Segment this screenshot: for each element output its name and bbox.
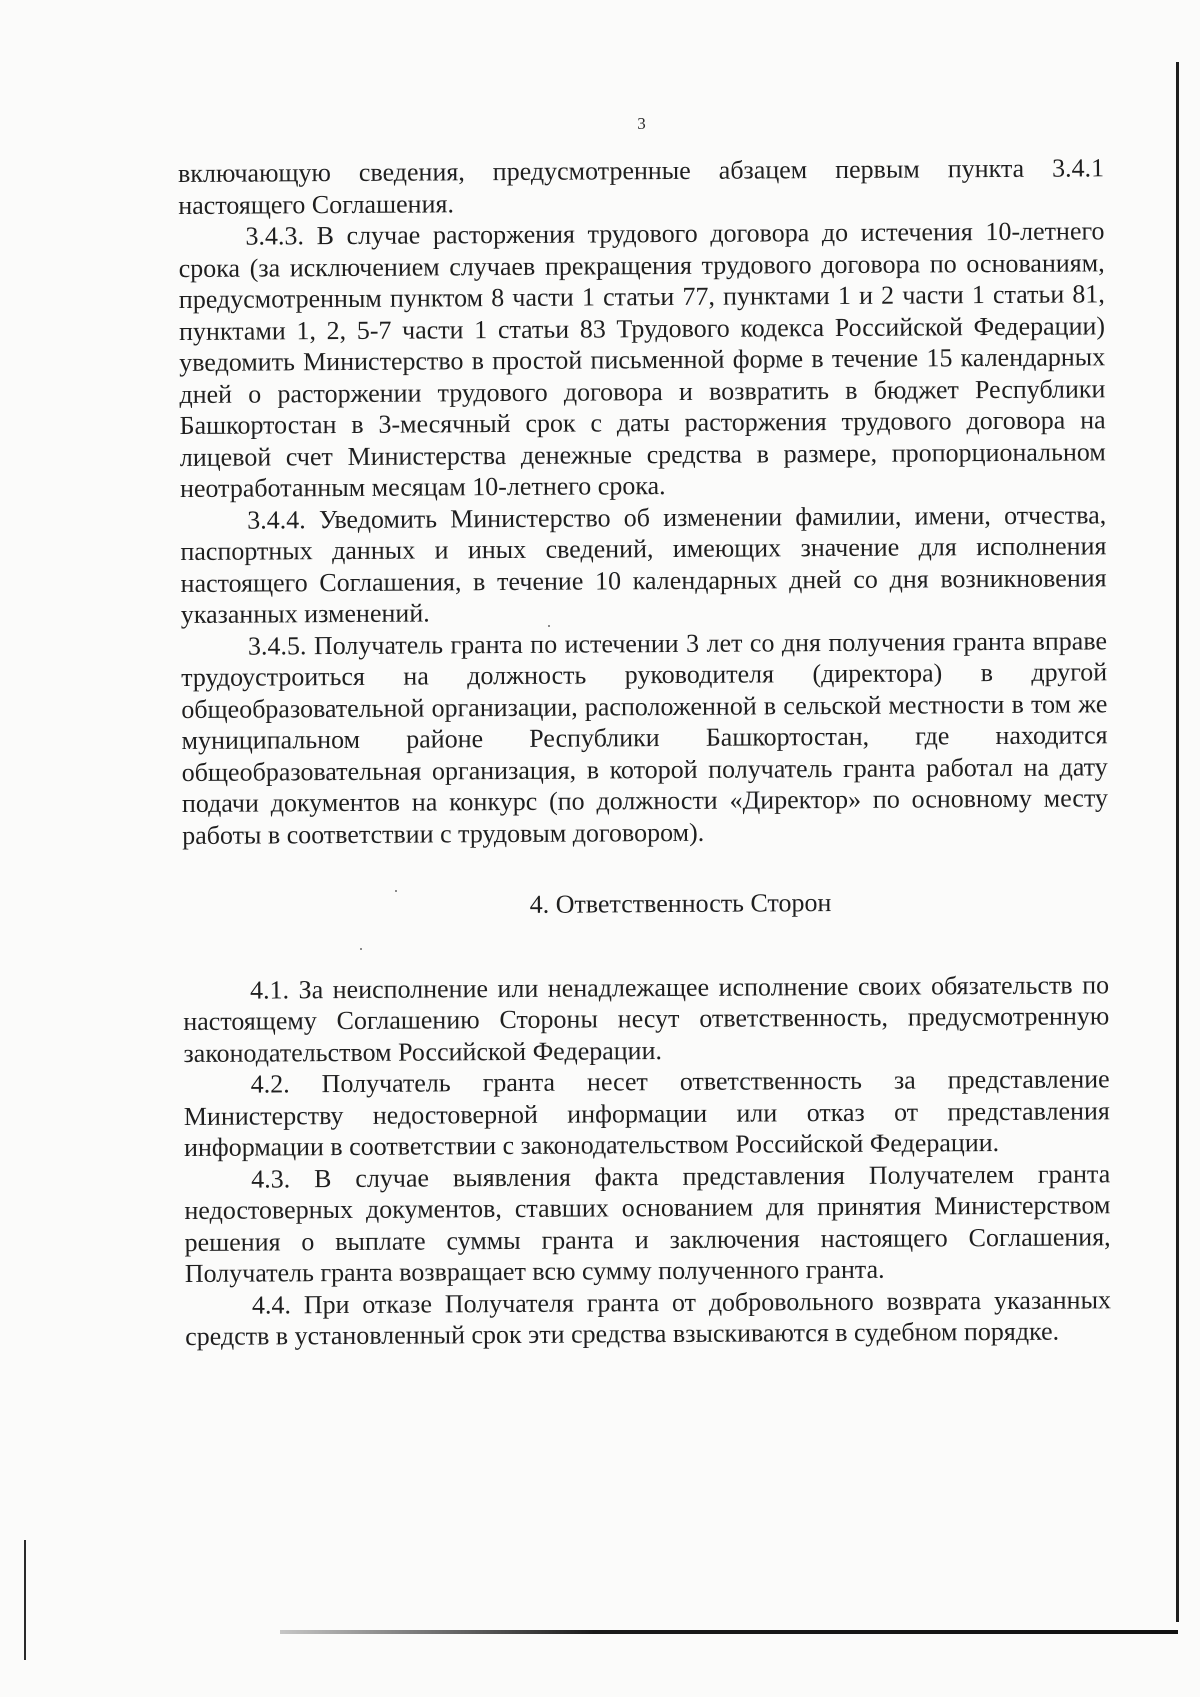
scan-border-right — [1176, 62, 1179, 1622]
paragraph-4-1: 4.1. За неисполнение или ненадлежащее исполнение своих обязательств по настоящему Соглашению Стороны несут ответственность, предусмотренную законодательством Российской Федерации. — [183, 969, 1110, 1068]
page-number: 3 — [637, 114, 646, 133]
paragraph-3-4-4: 3.4.4. Уведомить Министерство об изменении фамилии, имени, отчества, паспортных данных и иных сведений, имеющих значение для исполнения настоящего Соглашения, в течение 10 календарных дней со дня возникновения указанных изменений. — [180, 499, 1107, 629]
scan-border-bottom — [280, 1630, 1178, 1634]
paragraph-4-3: 4.3. В случае выявления факта представления Получателем гранта недостоверных документов, ставших основанием для принятия Министерством решения о выплате суммы гранта и заключения настоящего Соглашения, Получатель гранта возвращает всю сумму полученного гранта. — [184, 1158, 1111, 1288]
section-4-heading: 4. Ответственность Сторон — [529, 888, 832, 919]
paragraph-3-4-3: 3.4.3. В случае расторжения трудового договора до истечения 10-летнего срока (за исключением случаев прекращения трудового договора по основаниям, предусмотренным пунктом 8 части 1 статьи 77, пунктами 1 и 2 части 1 статьи 81, пунктами 1, 2, 5-7 части 1 статьи 83 Трудового кодекса Российской Федерации) уведомить Министерство в простой письменной форме в течение 15 календарных дней о расторжении трудового договора и возвратить в бюджет Республики Башкортостан в 3-месячный срок с даты расторжения трудового договора на лицевой счет Министерства денежные средства в размере, пропорциональном неотработанным месяцам 10-летнего срока. — [178, 216, 1106, 503]
document-body — [178, 152, 1111, 1352]
scan-border-left — [24, 1540, 26, 1660]
paragraph-4-4: 4.4. При отказе Получателя гранта от добровольного возврата указанных средств в установленный срок эти средства взыскиваются в судебном порядке. — [185, 1284, 1112, 1351]
paragraph-continuation: включающую сведения, предусмотренные абзацем первым пункта 3.4.1 настоящего Соглашения. — [178, 153, 1105, 220]
paragraph-3-4-5: 3.4.5. Получатель гранта по истечении 3 лет со дня получения гранта вправе трудоустроиться на должность руководителя (директора) в другой общеобразовательной организации, расположенной в сельской местности в том же муниципальном районе Республики Башкортостан, где находится общеобразовательная организация, в которой получатель гранта работал на дату подачи документов на конкурс (по должности «Директор» по основному месту работы в соответствии с трудовым договором). — [181, 625, 1109, 850]
paragraph-4-2: 4.2. Получатель гранта несет ответственность за представление Министерству недостоверной информации или отказ от представления информации в соответствии с законодательством Российской Федерации. — [183, 1064, 1110, 1162]
